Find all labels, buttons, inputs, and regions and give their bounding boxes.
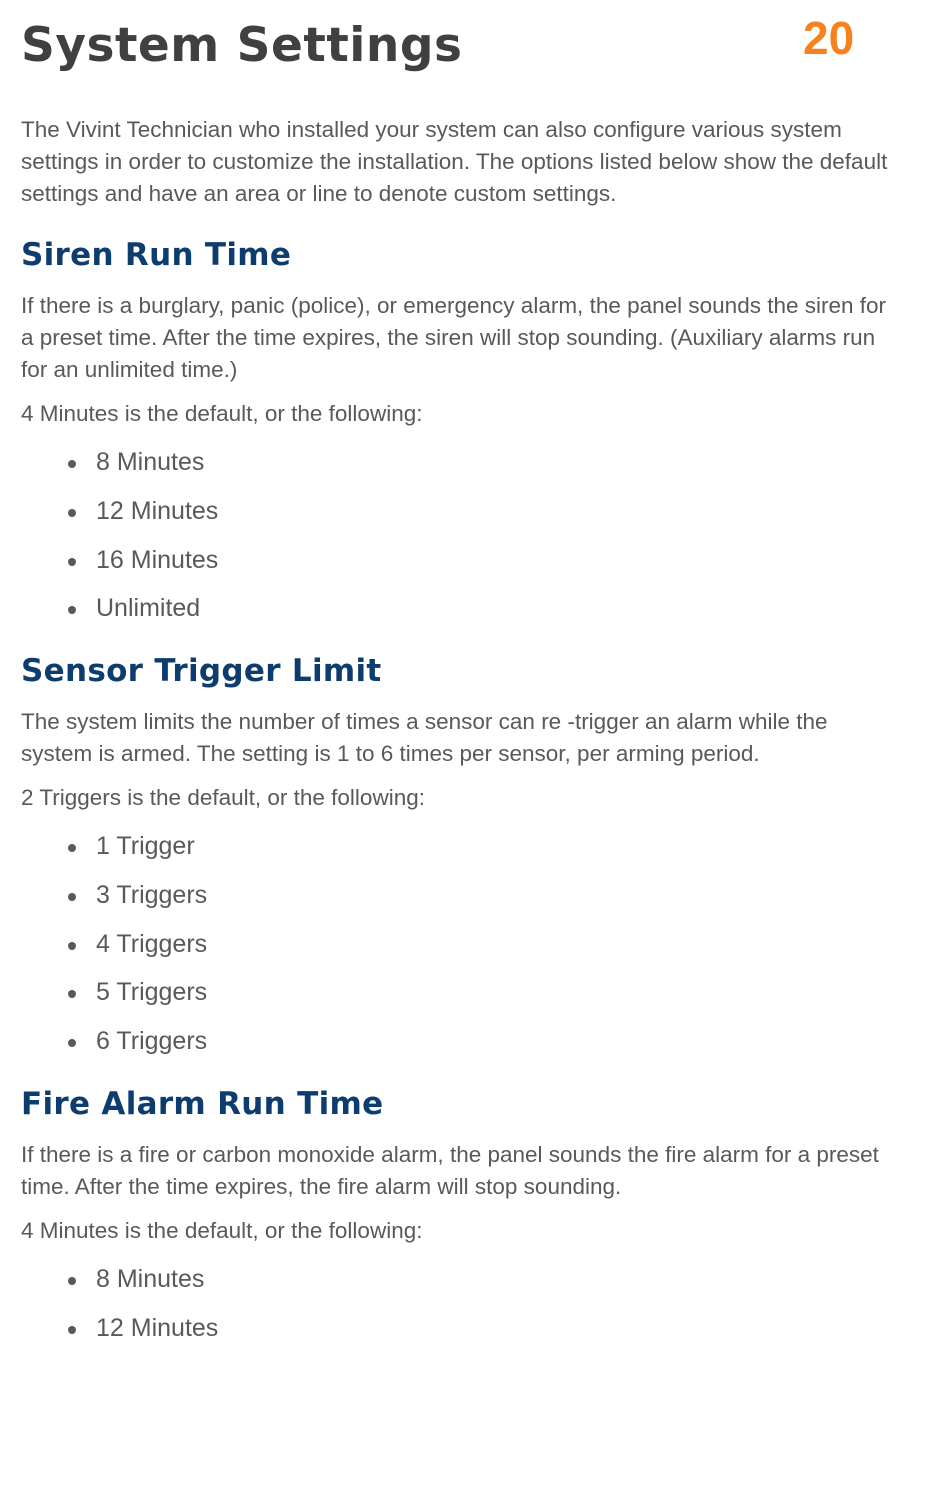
bullet-icon xyxy=(68,558,76,566)
page-title: System Settings xyxy=(21,18,463,73)
option-label: 8 Minutes xyxy=(96,448,205,476)
default-setting-sensor-trigger-limit: 2 Triggers is the default, or the following: xyxy=(21,785,425,810)
option-label: 16 Minutes xyxy=(96,545,219,574)
intro-paragraph: The Vivint Technician who installed your system can also configure various system settings in order to customize the installation. The options listed below show the default settings and have an area or line to denote custom settings. xyxy=(21,117,888,206)
option-label: 4 Triggers xyxy=(96,929,208,958)
bullet-icon xyxy=(68,1326,76,1334)
section-heading-sensor-trigger-limit: Sensor Trigger Limit xyxy=(21,653,382,689)
option-label: 12 Minutes xyxy=(96,496,219,525)
section-heading-fire-alarm-run-time: Fire Alarm Run Time xyxy=(21,1086,384,1122)
option-label: 5 Triggers xyxy=(96,978,208,1007)
option-label: 3 Triggers xyxy=(96,880,208,909)
default-setting-siren-run-time: 4 Minutes is the default, or the following: xyxy=(21,401,423,426)
bullet-icon xyxy=(68,990,76,998)
section-body-fire-alarm-run-time: If there is a fire or carbon monoxide alarm, the panel sounds the fire alarm for a preset time. After the time expires, the fire alarm will stop sounding. xyxy=(21,1142,879,1199)
section-heading-siren-run-time: Siren Run Time xyxy=(21,237,292,273)
bullet-icon xyxy=(68,460,76,468)
option-label: 6 Triggers xyxy=(96,1027,208,1056)
option-label: Unlimited xyxy=(96,594,201,623)
bullet-icon xyxy=(68,844,76,852)
section-body-siren-run-time: If there is a burglary, panic (police), or emergency alarm, the panel sounds the siren for a preset time. After the time expires, the siren will stop sounding. (Auxiliary alarms run for an unlimited time.) xyxy=(21,293,887,382)
bullet-icon xyxy=(68,1277,76,1285)
option-label: 1 Trigger xyxy=(96,832,195,860)
bullet-icon xyxy=(68,942,76,950)
option-label: 12 Minutes xyxy=(96,1313,219,1342)
bullet-icon xyxy=(68,1039,76,1047)
option-label: 8 Minutes xyxy=(96,1265,205,1293)
bullet-icon xyxy=(68,893,76,901)
bullet-icon xyxy=(68,606,76,614)
default-setting-fire-alarm-run-time: 4 Minutes is the default, or the following: xyxy=(21,1218,423,1243)
page-number: 20 xyxy=(803,12,855,64)
bullet-icon xyxy=(68,509,76,517)
section-body-sensor-trigger-limit: The system limits the number of times a sensor can re -trigger an alarm while the system is armed. The setting is 1 to 6 times per sensor, per arming period. xyxy=(21,709,828,766)
